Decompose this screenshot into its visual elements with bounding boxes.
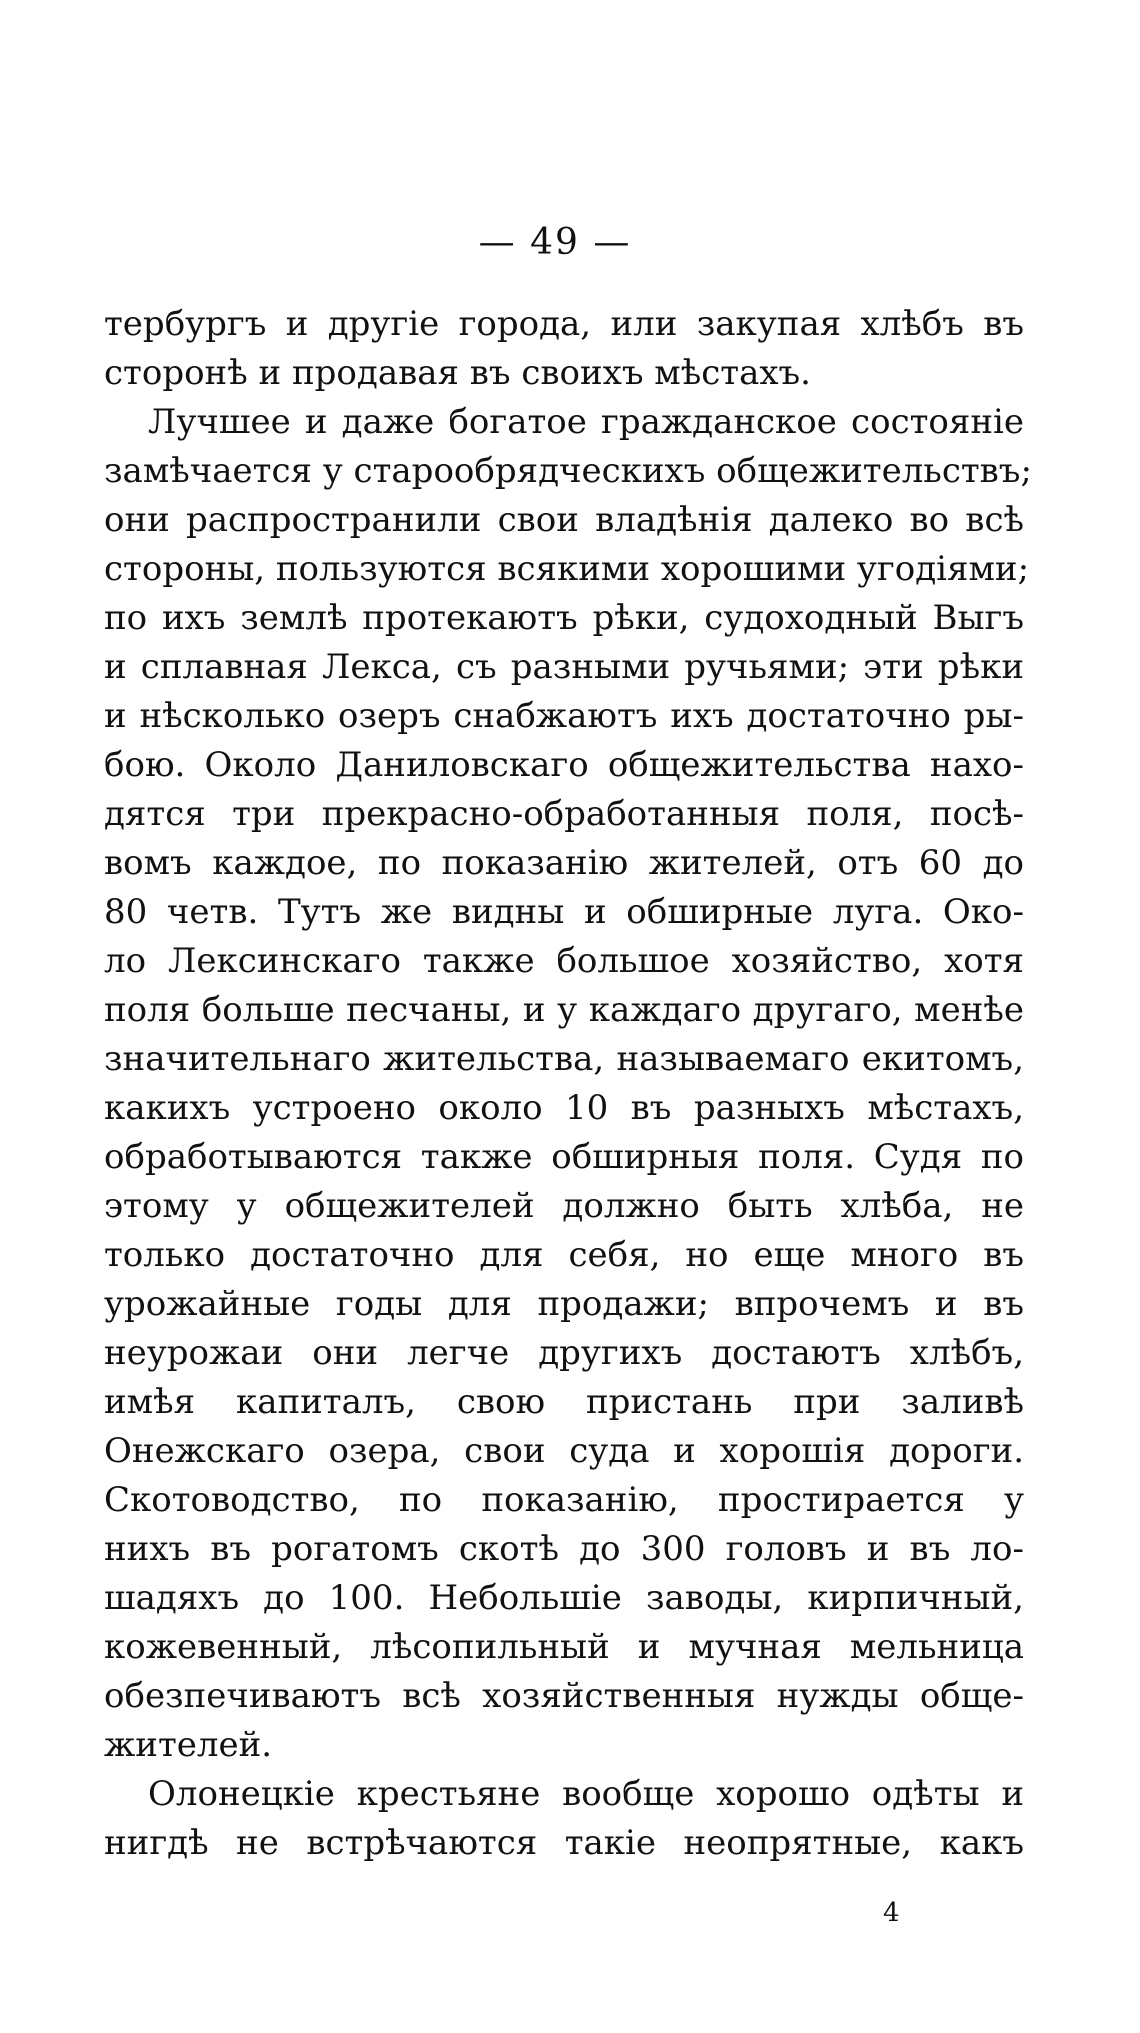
text-line: шадяхъ до 100. Небольшіе заводы, кирпичный, [104,1578,1024,1618]
text-line: вомъ каждое, по показанію жителей, отъ 60 до [104,843,1024,883]
text-line: стороны, пользуются всякими хорошими угодіями; [104,549,1030,589]
text-line: Олонецкіе крестьяне вообще хорошо одѣты и [148,1774,1024,1814]
text-line: бою. Около Даниловскаго общежительства нахо- [104,745,1024,785]
text-line: нихъ въ рогатомъ скотѣ до 300 головъ и въ ло- [104,1529,1024,1569]
text-line: ло Лексинскаго также большое хозяйство, хотя [104,941,1024,981]
text-line: кожевенный, лѣсопильный и мучная мельница [104,1627,1024,1667]
text-line: жителей. [104,1725,273,1765]
text-line: тербургъ и другіе города, или закупая хлѣбъ въ [104,304,1024,344]
text-line: Лучшее и даже богатое гражданское состояніе [148,402,1024,442]
text-line: и нѣсколько озеръ снабжаютъ ихъ достаточно ры- [104,696,1024,736]
text-line: обработываются также обширныя поля. Судя по [104,1137,1024,1177]
text-line: нигдѣ не встрѣчаются такіе неопрятные, какъ [104,1823,1024,1863]
text-line: замѣчается у старообрядческихъ общежительствъ; [104,451,1032,491]
text-line: они распространили свои владѣнія далеко во всѣ [104,500,1024,540]
text-line: 80 четв. Тутъ же видны и обширные луга. Око- [104,892,1024,932]
text-line: только достаточно для себя, но еще много въ [104,1235,1024,1275]
text-line: обезпечиваютъ всѣ хозяйственныя нужды обще- [104,1676,1024,1716]
body-text [104,300,1032,1868]
text-line: значительнаго жительства, называемаго екитомъ, [104,1039,1024,1079]
text-line: урожайные годы для продажи; впрочемъ и въ [104,1284,1024,1324]
page-number: — 49 — [478,222,632,263]
text-line: Скотоводство, по показанію, простирается у [104,1480,1024,1520]
text-line: Онежскаго озера, свои суда и хорошія дороги. [104,1431,1024,1471]
text-line: по ихъ землѣ протекаютъ рѣки, судоходный Выгъ [104,598,1024,638]
text-line: дятся три прекрасно-обработанныя поля, посѣ- [104,794,1024,834]
text-line: сторонѣ и продавая въ своихъ мѣстахъ. [104,353,811,393]
text-line: какихъ устроено около 10 въ разныхъ мѣстахъ, [104,1088,1024,1128]
text-line: этому у общежителей должно быть хлѣба, не [104,1186,1024,1226]
text-line: поля больше песчаны, и у каждаго другаго, менѣе [104,990,1024,1030]
text-line: имѣя капиталъ, свою пристань при заливѣ [104,1382,1024,1422]
text-line: неурожаи они легче другихъ достаютъ хлѣбъ, [104,1333,1024,1373]
signature-mark: 4 [883,1898,900,1928]
text-line: и сплавная Лекса, съ разными ручьями; эти рѣки [104,647,1024,687]
